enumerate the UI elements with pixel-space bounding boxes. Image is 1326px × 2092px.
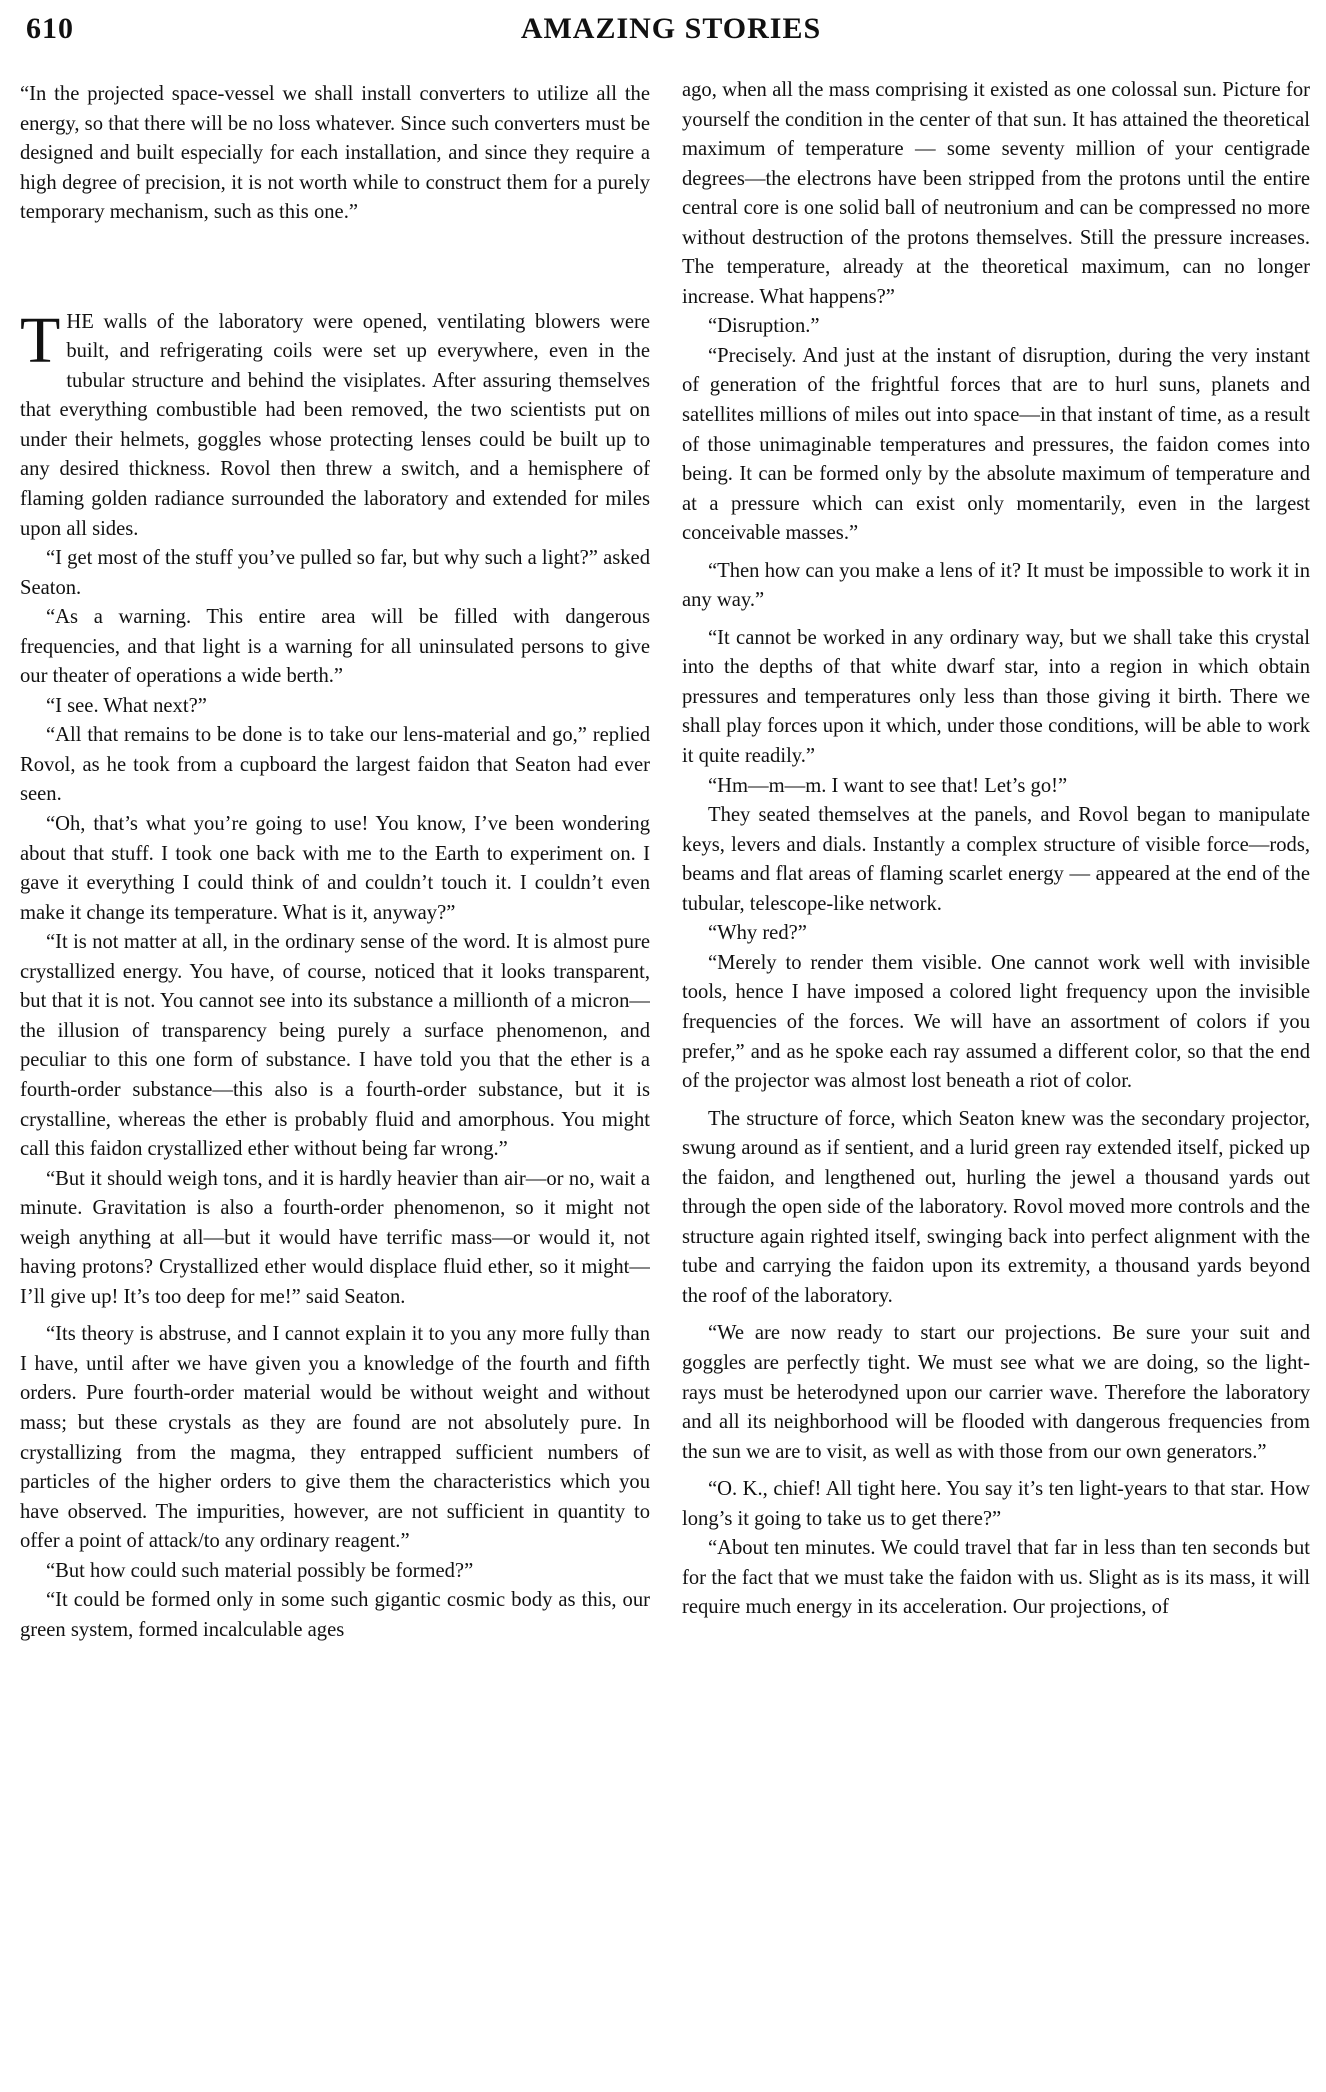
paragraph: “But how could such material possibly be formed?” <box>46 1559 474 1582</box>
page-header <box>26 6 1316 58</box>
paragraph: ago, when all the mass comprising it existed as one colossal sun. Picture for yourself the condition in the center of that sun. It has attained the theoretical maximum of temperature — some seventy million of your centigrade degrees—the electrons have been stripped from the protons until the entire central core is one solid ball of neutronium and can be compressed no more without destruction of the protons themselves. Still the pressure increases. The temperature, already at the theoretical maximum, can no longer increase. What happens?” <box>682 79 1310 308</box>
paragraph: “It cannot be worked in any ordinary way, but we shall take this crystal into the depths of that white dwarf star, into a region in which obtain pressures and temperatures only less than those giving it birth. There we shall play forces upon it which, under those conditions, will be able to work it quite readily.” <box>682 626 1310 768</box>
paragraph: “Its theory is abstruse, and I cannot explain it to you any more fully than I have, until after we have given you a knowledge of the fourth and fifth orders. Pure fourth-order material would be without weight and without mass; but these crystals as they are found are not absolutely pure. In crystallizing from the magma, they entrapped sufficient numbers of particles of the higher orders to give them the characteristics which you have observed. The impurities, however, are not sufficient in quantity to offer a point of attack/to any ordinary reagent.” <box>20 1323 650 1553</box>
paragraph: “It could be formed only in some such gigantic cosmic body as this, our green system, formed incalculable ages <box>20 1589 650 1641</box>
paragraph: “Hm—m—m. I want to see that! Let’s go!” <box>708 774 1068 797</box>
paragraph: “In the projected space-vessel we shall install converters to utilize all the energy, so that there will be no loss whatever. Since such converters must be designed and built especially for each installation, and since they require a high degree of precision, it is not worth while to construct them for a purely temporary mechanism, such as this one.” <box>20 83 650 224</box>
left-column <box>20 80 650 2080</box>
paragraph: “Precisely. And just at the instant of disruption, during the very instant of generation of the frightful forces that are to hurl suns, planets and satellites millions of miles out into space—in that instant of time, as a result of those unimaginable temperatures and pressures, the faidon comes into being. It can be formed only by the absolute maximum of temperature and at a pressure which can exist only momentarily, even in the largest conceivable masses.” <box>682 344 1310 545</box>
paragraph: “It is not matter at all, in the ordinary sense of the word. It is almost pure crystallized energy. You have, of course, noticed that it looks transparent, but that it is not. You cannot see into its substance a millionth of a micron—the illusion of transparency being purely a surface phenomenon, and peculiar to this one form of substance. I have told you that the ether is a fourth-order substance—this also is a fourth-order substance, but it is crystalline, whereas the ether is probably fluid and amorphous. You might call this faidon crystallized ether without being far wrong.” <box>20 931 650 1161</box>
paragraph: “Then how can you make a lens of it? It must be impossible to work it in any way.” <box>682 559 1310 612</box>
section-start-paragraph <box>20 303 650 544</box>
running-head-title: AMAZING STORIES <box>520 12 822 45</box>
paragraph: “Why red?” <box>708 922 807 945</box>
drop-cap: T <box>20 303 61 377</box>
paragraph: “I get most of the stuff you’ve pulled so far, but why such a light?” asked Seaton. <box>20 547 650 599</box>
paragraph: “We are now ready to start our projections. Be sure your suit and goggles are perfectly tight. We must see what we are doing, so the light-rays must be heterodyned upon our carrier wave. Therefore the laboratory and all its neighborhood will be flooded with dangerous frequencies from the sun we are to visit, as well as with those from our own generators.” <box>682 1322 1310 1463</box>
paragraph: “I see. What next?” <box>46 694 207 717</box>
paragraph: “Disruption.” <box>708 315 820 338</box>
paragraph: “But it should weigh tons, and it is hardly heavier than air—or no, wait a minute. Gravitation is also a fourth-order phenomenon, so it might not weigh anything at all—but it would have terrific mass—or would it, not having protons? Crystallized ether would displace fluid ether, so it might—I’ll give up! It’s too deep for me!” said Seaton. <box>20 1167 650 1308</box>
paragraph: “All that remains to be done is to take our lens-material and go,” replied Rovol, as he took from a cupboard the largest faidon that Seaton had ever seen. <box>20 724 650 806</box>
paragraph: “Oh, that’s what you’re going to use! You know, I’ve been wondering about that stuff. I took one back with me to the Earth to experiment on. I gave it everything I could think of and couldn’t touch it. I couldn’t even make it change its temperature. What is it, anyway?” <box>20 813 650 924</box>
paragraph: “About ten minutes. We could travel that far in less than ten seconds but for the fact that we must take the faidon with us. Slight as is its mass, it will require much energy in its acceleration. Our projections, of <box>682 1537 1310 1619</box>
paragraph: They seated themselves at the panels, and Rovol began to manipulate keys, levers and dials. Instantly a complex structure of visible force—rods, beams and flat areas of flaming scarlet energy — appeared at the end of the tubular, telescope-like network. <box>682 804 1310 915</box>
paragraph-text: HE walls of the laboratory were opened, ventilating blowers were built, and refrigerating coils were set up everywhere, even in the tubular structure and behind the visiplates. After assuring themselves that everything combustible had been removed, the two scientists put on under their helmets, goggles whose protecting lenses could be built up to any desired thickness. Rovol then threw a switch, and a hemisphere of flaming golden radiance surrounded the laboratory and extended for miles upon all sides. <box>20 310 650 540</box>
right-column <box>682 76 1310 2076</box>
paragraph: “O. K., chief! All tight here. You say it’s ten light-years to that star. How long’s it going to take us to get there?” <box>682 1478 1310 1530</box>
paragraph: “As a warning. This entire area will be filled with dangerous frequencies, and that light is a warning for all uninsulated persons to give our theater of operations a wide berth.” <box>20 606 650 688</box>
page-number: 610 <box>26 12 74 45</box>
paragraph: “Merely to render them visible. One cannot work well with invisible tools, hence I have imposed a colored light frequency upon the invisible frequencies of the forces. We will have an assortment of colors if you prefer,” and as he spoke each ray assumed a different color, so that the end of the projector was almost lost beneath a riot of color. <box>682 951 1310 1093</box>
paragraph: The structure of force, which Seaton knew was the secondary projector, swung around as if sentient, and a lurid green ray extended itself, picked up the faidon, and lengthened out, hurling the jewel a thousand yards out through the open side of the laboratory. Rovol moved more controls and the structure again righted itself, swinging back into perfect alignment with the tube and carrying the faidon upon its extremity, a thousand yards beyond the roof of the laboratory. <box>682 1107 1310 1307</box>
